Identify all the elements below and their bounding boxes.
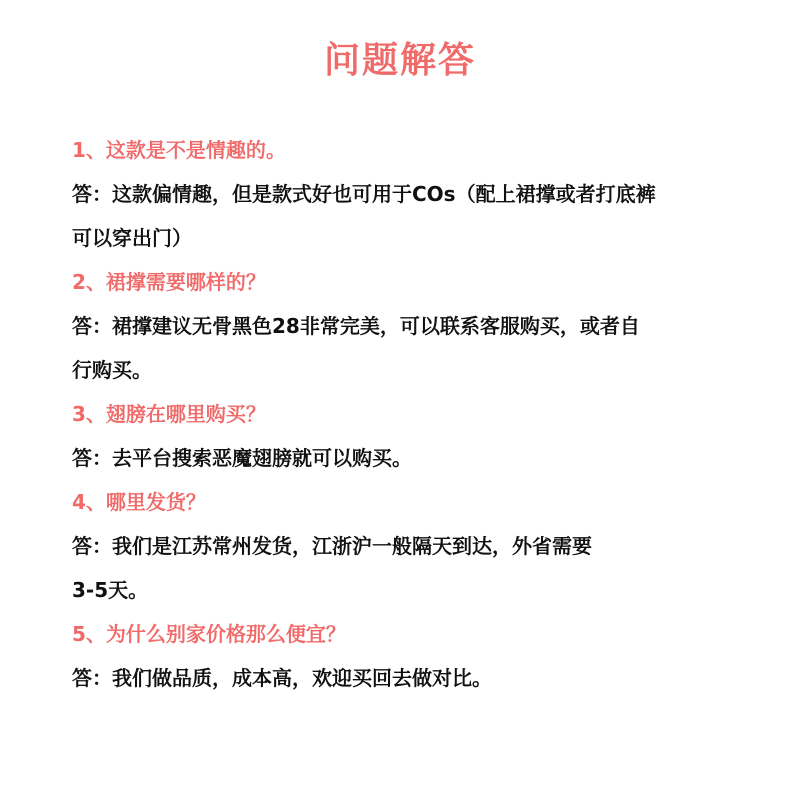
faq-question-2: 2、裙撑需要哪样的？ <box>72 270 266 294</box>
faq-answer-1-line-2: 可以穿出门） <box>72 226 192 250</box>
faq-question-3: 3、翅膀在哪里购买？ <box>72 402 266 426</box>
faq-answer-4-line-2: 3-5天。 <box>72 578 149 602</box>
faq-answer-4-line-1: 答：我们是江苏常州发货，江浙沪一般隔天到达，外省需要 <box>72 534 592 558</box>
faq-answer-3-line-1: 答：去平台搜索恶魔翅膀就可以购买。 <box>72 446 412 470</box>
faq-answer-2-line-1: 答：裙撑建议无骨黑色28非常完美，可以联系客服购买，或者自 <box>72 314 640 338</box>
faq-question-4: 4、哪里发货？ <box>72 490 206 514</box>
faq-question-1: 1、这款是不是情趣的。 <box>72 138 286 162</box>
faq-question-5: 5、为什么别家价格那么便宜？ <box>72 622 346 646</box>
faq-list <box>72 128 792 700</box>
faq-answer-2-line-2: 行购买。 <box>72 358 152 382</box>
faq-answer-1-line-1: 答：这款偏情趣，但是款式好也可用于COs（配上裙撑或者打底裤 <box>72 182 656 206</box>
faq-answer-5-line-1: 答：我们做品质，成本高，欢迎买回去做对比。 <box>72 666 492 690</box>
page-title: 问题解答 <box>323 40 476 81</box>
